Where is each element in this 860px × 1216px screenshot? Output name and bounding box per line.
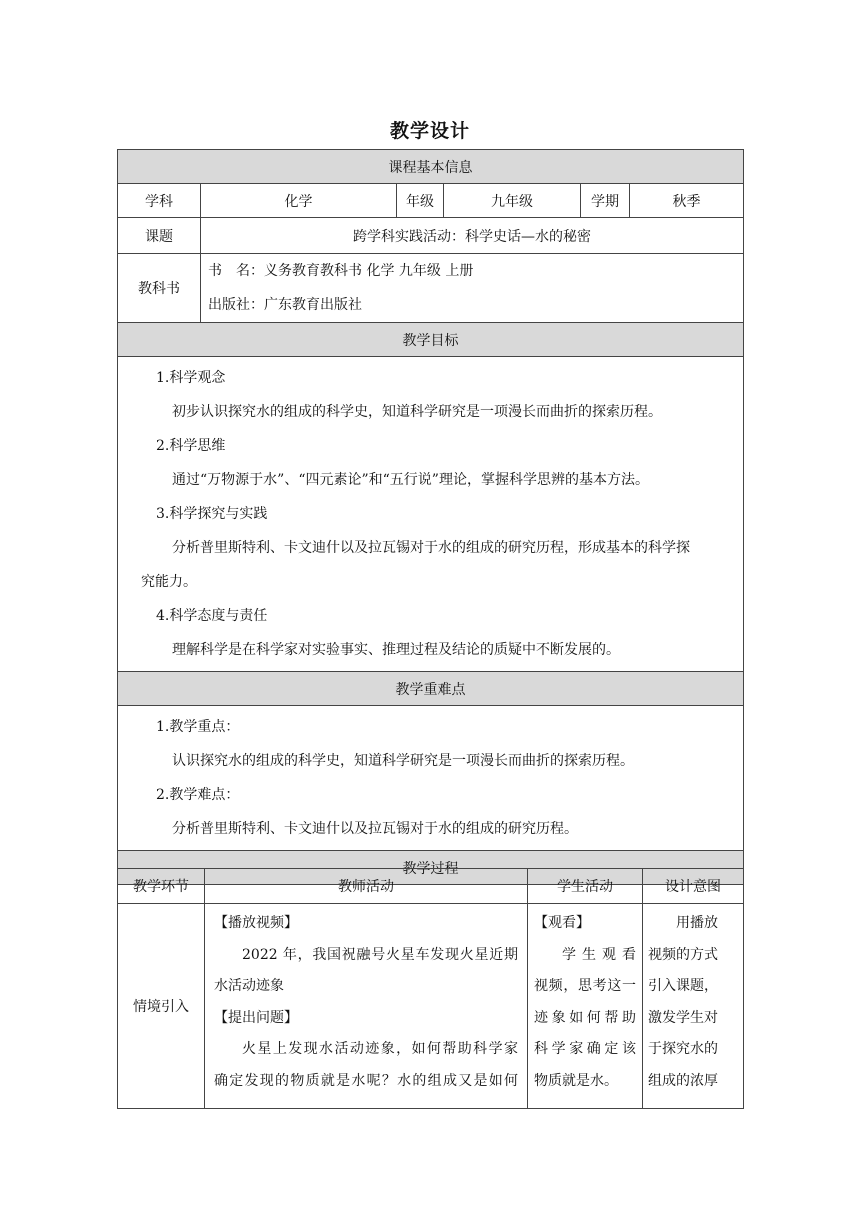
teacher-activity-line: 【播放视频】 (214, 915, 298, 931)
student-activity-line: 物质就是水。 (534, 1072, 618, 1089)
course-info-table (117, 149, 744, 885)
term-label: 学期 (581, 184, 630, 218)
subject-value: 化学 (201, 184, 397, 218)
student-activity-line: 科学家确定该 (534, 1041, 636, 1057)
process-header-student: 学生活动 (528, 869, 643, 904)
textbook-info (201, 254, 744, 323)
term-value: 秋季 (630, 184, 744, 218)
process-header-intent: 设计意图 (643, 869, 744, 904)
design-intent-line: 用播放 (676, 915, 718, 931)
objective-text-continued: 究能力。 (141, 574, 197, 590)
process-header-teacher: 教师活动 (205, 869, 528, 904)
design-intent-line: 激发学生对 (648, 1009, 718, 1026)
design-intent-line: 于探究水的 (648, 1041, 718, 1057)
key-point-heading: 2.教学难点： (156, 787, 240, 803)
objective-text: 通过“万物源于水”、“四元素论”和“五行说”理论，掌握科学思辨的基本方法。 (172, 472, 649, 488)
teacher-activity-line: 火星上发现水活动迹象，如何帮助科学家 (242, 1041, 518, 1057)
teacher-activity-line: 确定发现的物质就是水呢？水的组成又是如何 (214, 1072, 518, 1089)
key-points-body (118, 706, 744, 851)
objective-text: 理解科学是在科学家对实验事实、推理过程及结论的质疑中不断发展的。 (172, 642, 620, 658)
objective-text: 初步认识探究水的组成的科学史，知道科学研究是一项漫长而曲折的探索历程。 (172, 404, 662, 420)
section-header-basic-info: 课程基本信息 (118, 150, 744, 184)
design-intent-line: 引入课题， (648, 978, 718, 994)
page-title: 教学设计 (389, 120, 470, 142)
grade-value: 九年级 (444, 184, 581, 218)
student-activity-line: 迹象如何帮助 (534, 1009, 636, 1026)
teacher-activity-line: 【提出问题】 (214, 1009, 298, 1026)
grade-label: 年级 (397, 184, 444, 218)
section-header-key-points: 教学重难点 (118, 672, 744, 706)
textbook-label: 教科书 (118, 254, 201, 323)
key-point-text: 认识探究水的组成的科学史，知道科学研究是一项漫长而曲折的探索历程。 (172, 753, 634, 769)
topic-label: 课题 (118, 218, 201, 254)
textbook-publisher: 出版社：广东教育出版社 (208, 297, 362, 313)
student-activity-line: 【观看】 (534, 915, 590, 931)
objective-heading: 3.科学探究与实践 (156, 506, 268, 522)
teacher-activity-cell (205, 904, 528, 1109)
design-intent-line: 组成的浓厚 (648, 1072, 718, 1089)
process-table (117, 868, 744, 1109)
key-point-text: 分析普里斯特利、卡文迪什以及拉瓦锡对于水的组成的研究历程。 (172, 821, 578, 837)
design-intent-cell (643, 904, 744, 1109)
process-stage-cell: 情境引入 (118, 904, 205, 1109)
objective-heading: 4.科学态度与责任 (156, 608, 268, 624)
objective-heading: 2.科学思维 (156, 438, 226, 454)
process-header-stage: 教学环节 (118, 869, 205, 904)
student-activity-line: 视频，思考这一 (534, 978, 636, 994)
subject-label: 学科 (118, 184, 201, 218)
textbook-name: 书 名：义务教育教科书 化学 九年级 上册 (208, 263, 474, 279)
section-header-objectives: 教学目标 (118, 323, 744, 357)
teacher-activity-line: 2022 年，我国祝融号火星车发现火星近期 (242, 946, 518, 963)
student-activity-cell (528, 904, 643, 1109)
student-activity-line: 学生观看 (562, 946, 636, 963)
key-point-heading: 1.教学重点： (156, 719, 240, 735)
objectives-body (118, 357, 744, 672)
design-intent-line: 视频的方式 (648, 946, 718, 963)
objective-text: 分析普里斯特利、卡文迪什以及拉瓦锡对于水的组成的研究历程，形成基本的科学探 (172, 540, 690, 556)
section-header-process: 教学过程 (118, 851, 744, 885)
teacher-activity-line: 水活动迹象 (214, 978, 284, 994)
topic-value: 跨学科实践活动：科学史话—水的秘密 (201, 218, 744, 254)
objective-heading: 1.科学观念 (156, 370, 226, 386)
